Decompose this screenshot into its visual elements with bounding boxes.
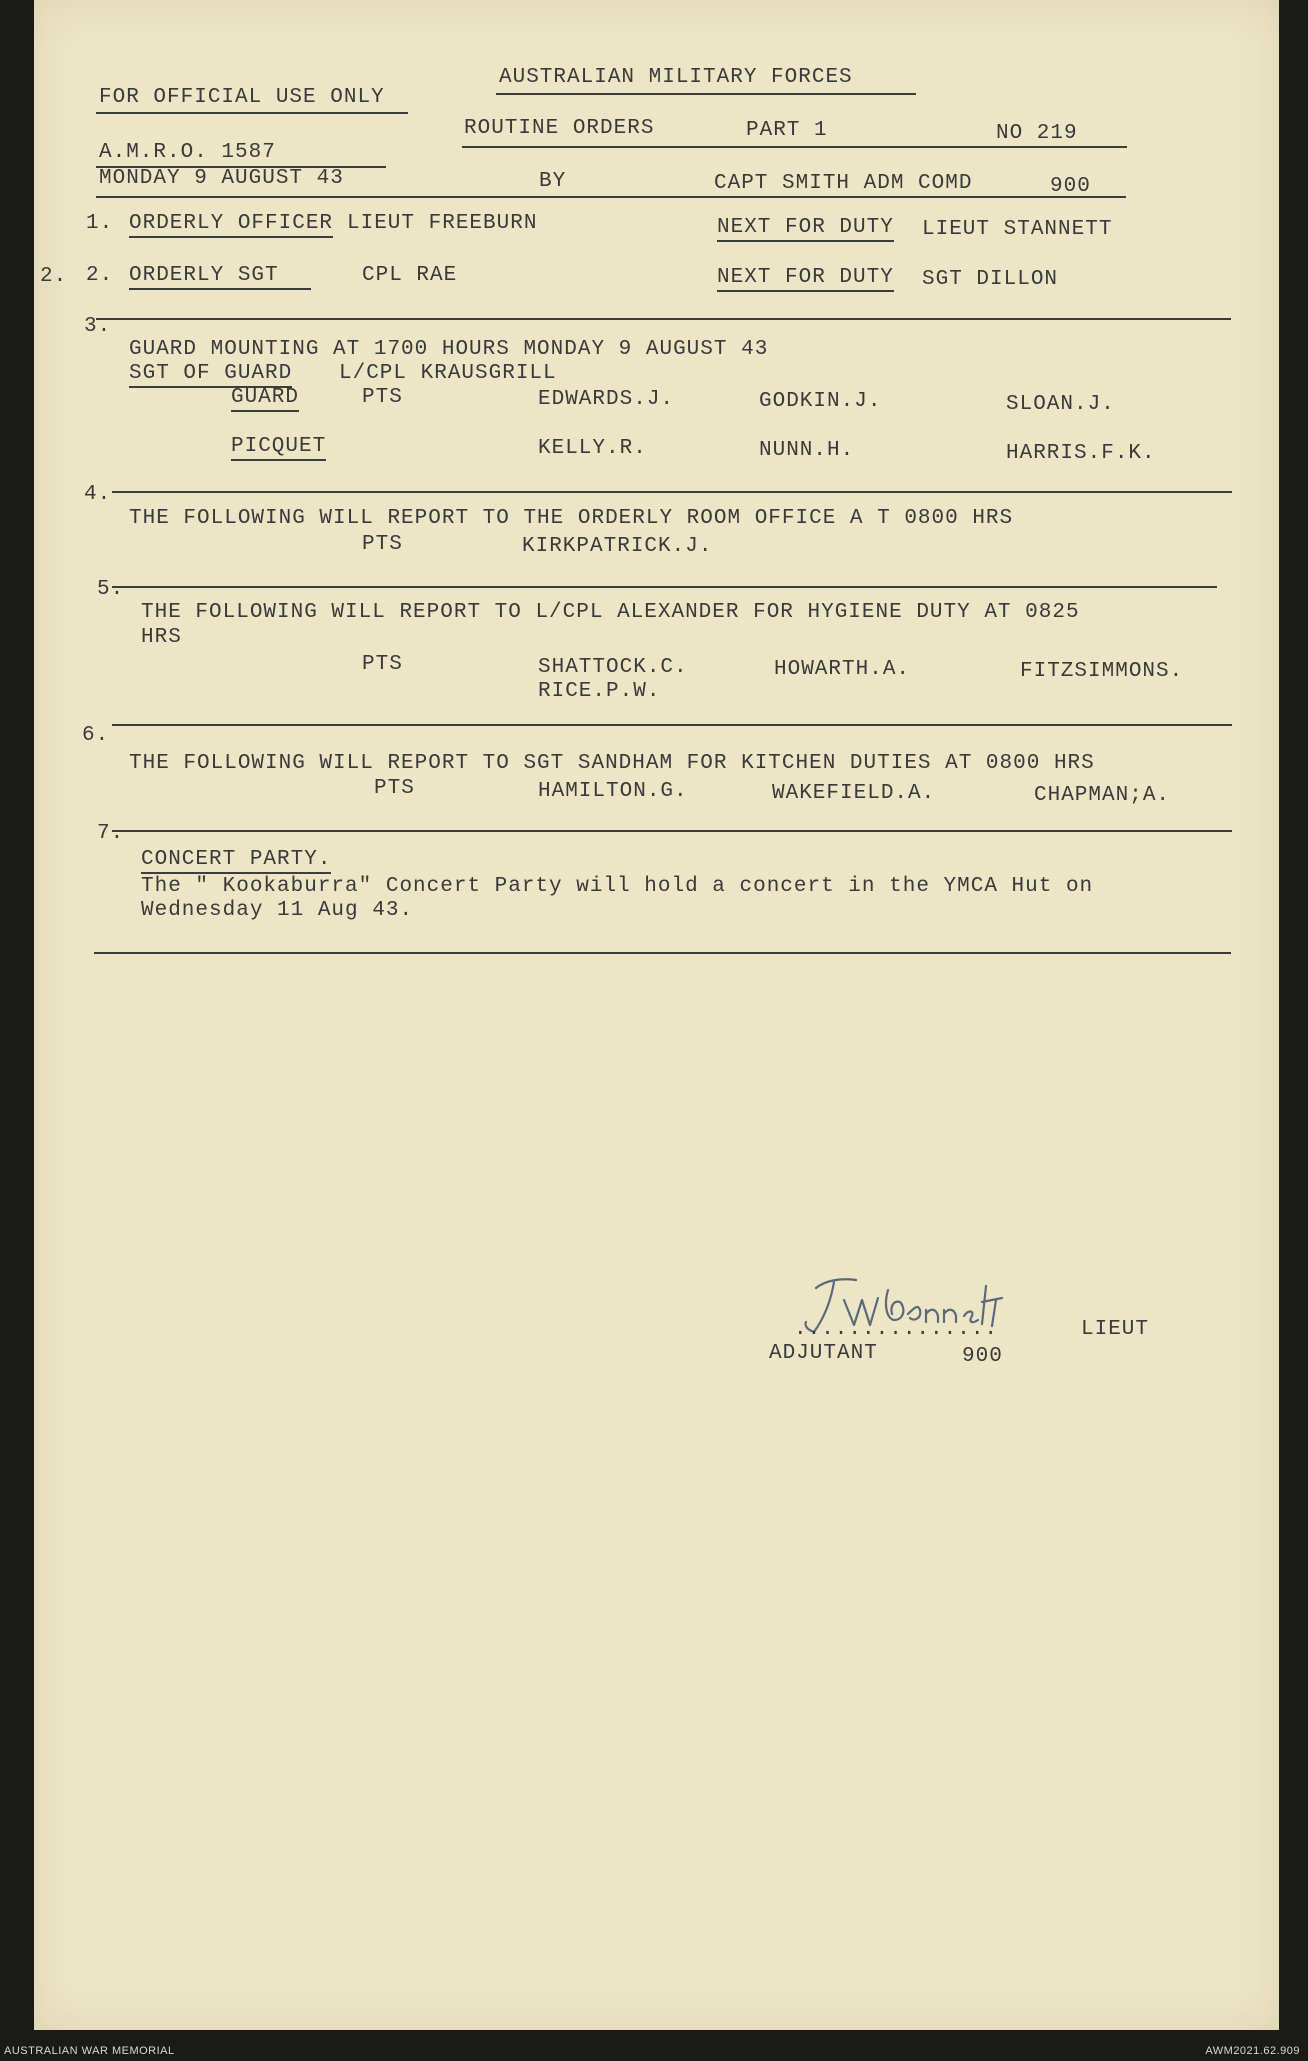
hygiene-member: FITZSIMMONS.: [1020, 660, 1184, 683]
forces-heading: AUSTRALIAN MILITARY FORCES: [499, 66, 853, 89]
divider: [94, 952, 1231, 954]
signature-dots: ...............: [794, 1318, 999, 1341]
picquet-member: NUNN.H.: [759, 439, 855, 462]
next-for-duty-label: NEXT FOR DUTY: [717, 216, 894, 242]
hygiene-duty-text: THE FOLLOWING WILL REPORT TO L/CPL ALEXANDER FOR HYGIENE DUTY AT 0825: [141, 601, 1080, 624]
routine-orders-label: ROUTINE ORDERS: [464, 117, 655, 140]
footer-accession: AWM2021.62.909: [1205, 2045, 1300, 2057]
divider: [112, 724, 1232, 726]
picquet-member: KELLY.R.: [538, 437, 647, 460]
pts-label: PTS: [362, 653, 403, 676]
orderly-officer-label: ORDERLY OFFICER: [129, 212, 333, 238]
order-date: MONDAY 9 AUGUST 43: [99, 167, 344, 190]
orderly-sgt-name: CPL RAE: [362, 264, 458, 287]
hygiene-member: HOWARTH.A.: [774, 658, 911, 681]
next-sgt-name: SGT DILLON: [922, 268, 1059, 291]
kirkpatrick-name: KIRKPATRICK.J.: [522, 535, 713, 558]
concert-text: The " Kookaburra" Concert Party will hold a concert in the YMCA Hut on: [141, 875, 1094, 898]
picquet-member: HARRIS.F.K.: [1006, 442, 1156, 465]
item-number: 5.: [97, 578, 125, 601]
picquet-label: PICQUET: [231, 435, 326, 461]
hygiene-member: RICE.P.W.: [538, 680, 661, 703]
kitchen-member: CHAPMAN;A.: [1034, 784, 1171, 807]
pts-label: PTS: [362, 386, 403, 409]
sgt-of-guard-name: L/CPL KRAUSGRILL: [339, 362, 557, 385]
divider: [96, 318, 1231, 320]
amro-reference: A.M.R.O. 1587: [99, 141, 276, 164]
unit-number: 900: [1050, 175, 1091, 198]
guard-mounting-text: GUARD MOUNTING AT 1700 HOURS MONDAY 9 AUGUST 43: [129, 338, 769, 361]
divider: [112, 830, 1232, 832]
item-number: 2.: [86, 264, 114, 287]
divider: [462, 146, 1127, 148]
document-page: [34, 0, 1279, 2030]
next-officer-name: LIEUT STANNETT: [922, 218, 1113, 241]
orderly-officer-name: LIEUT FREEBURN: [347, 212, 538, 235]
kitchen-member: HAMILTON.G.: [538, 780, 688, 803]
divider: [96, 112, 408, 114]
divider: [112, 586, 1217, 588]
item-number: 7.: [97, 822, 125, 845]
kitchen-duty-text: THE FOLLOWING WILL REPORT TO SGT SANDHAM FOR KITCHEN DUTIES AT 0800 HRS: [129, 752, 1095, 775]
sgt-of-guard-label: SGT OF GUARD: [129, 362, 292, 388]
next-for-duty-label: NEXT FOR DUTY: [717, 266, 894, 292]
item-number: 4.: [84, 483, 112, 506]
report-orderly-room-text: THE FOLLOWING WILL REPORT TO THE ORDERLY ROOM OFFICE A T 0800 HRS: [129, 507, 1014, 530]
hygiene-member: SHATTOCK.C.: [538, 656, 688, 679]
item-number: 1.: [86, 212, 114, 235]
item-number: 3.: [84, 315, 112, 338]
concert-text-cont: Wednesday 11 Aug 43.: [141, 899, 414, 922]
guard-member: EDWARDS.J.: [538, 388, 675, 411]
signature-rank: LIEUT: [1081, 1318, 1150, 1341]
divider: [496, 93, 916, 95]
kitchen-member: WAKEFIELD.A.: [772, 782, 936, 805]
adjutant-title: ADJUTANT: [769, 1342, 878, 1365]
divider: [112, 491, 1232, 493]
by-label: BY: [539, 170, 567, 193]
item-number: 6.: [82, 724, 110, 747]
guard-label: GUARD: [231, 386, 299, 412]
official-use-label: FOR OFFICIAL USE ONLY: [99, 86, 385, 109]
guard-member: GODKIN.J.: [759, 390, 882, 413]
pts-label: PTS: [362, 533, 403, 556]
part-label: PART 1: [746, 119, 828, 142]
hygiene-duty-text-cont: HRS: [141, 626, 182, 649]
commander-name: CAPT SMITH ADM COMD: [714, 172, 973, 195]
concert-party-heading: CONCERT PARTY.: [141, 848, 331, 874]
footer-institution: AUSTRALIAN WAR MEMORIAL: [4, 2045, 175, 2057]
orderly-sgt-label: ORDERLY SGT: [129, 264, 311, 290]
adjutant-unit: 900: [962, 1345, 1003, 1368]
order-number: NO 219: [996, 122, 1078, 145]
pts-label: PTS: [374, 777, 415, 800]
guard-member: SLOAN.J.: [1006, 393, 1115, 416]
margin-number: 2.: [40, 265, 68, 288]
divider: [96, 196, 1126, 198]
